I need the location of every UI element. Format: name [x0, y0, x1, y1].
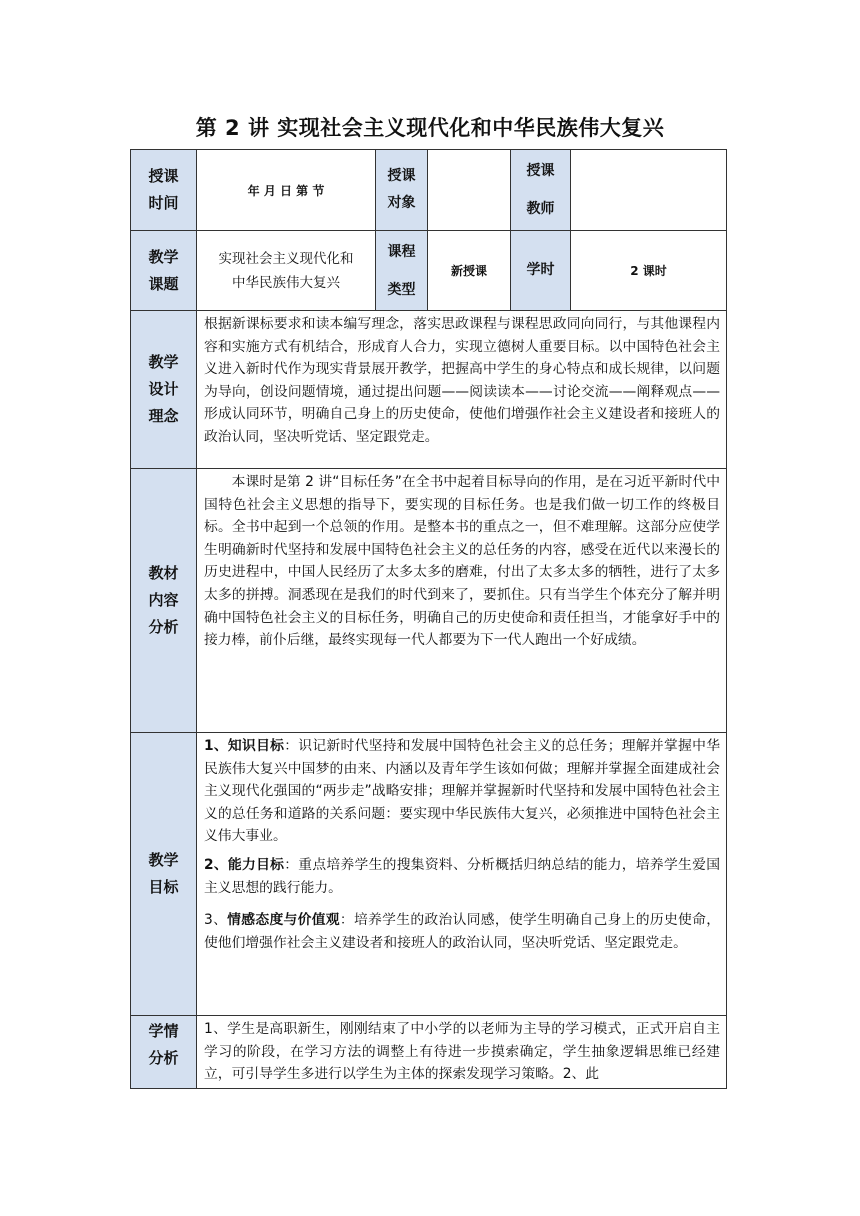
row-topic [131, 231, 727, 311]
lesson-plan-table [130, 149, 727, 1089]
document-title: 第 2 讲 实现社会主义现代化和中华民族伟大复兴 [195, 116, 665, 140]
goal-ability: 2、能力目标：重点培养学生的搜集资料、分析概括归纳总结的能力，培养学生爱国主义思想的践行能力。 [204, 856, 720, 896]
time-label: 授课时间 [131, 150, 197, 231]
design-text: 根据新课标要求和读本编写理念，落实思政课程与课程思政同向同行，与其他课程内容和实施方式有机结合，形成育人合力，实现立德树人重要目标。以中国特色社会主义进入新时代作为现实背景展开教学，把握高中学生的身心特点和成长规律，以问题为导向，创设问题情境，通过提出问题——阅读读本——讨论交流——阐释观点——形成认同环节，明确自己身上的历史使命，使他们增强作社会主义建设者和接班人的政治认同，坚决听党话、坚定跟党走。 [197, 311, 727, 469]
goal-knowledge: 1、知识目标：识记新时代坚持和发展中国特色社会主义的总任务；理解并掌握中华民族伟大复兴中国梦的由来、内涵以及青年学生该如何做；理解并掌握全面建成社会主义现代化强国的“两步走”战略安排；理解并掌握新时代坚持和发展中国特色社会主义的总任务和道路的关系问题：要实现中华民族伟大复兴，必须推进中国特色社会主义伟大事业。 [204, 738, 720, 845]
hours-label: 学时 [511, 231, 571, 311]
teacher-value [571, 150, 727, 231]
design-label: 教学设计理念 [131, 311, 197, 469]
row-goals [131, 733, 727, 1016]
teacher-label: 授课教师 [511, 150, 571, 231]
type-value: 新授课 [428, 231, 511, 311]
time-value: 年 月 日 第 节 [197, 150, 376, 231]
type-label: 课程类型 [376, 231, 428, 311]
row-students [131, 1016, 727, 1089]
row-analysis [131, 469, 727, 733]
goals-content [197, 733, 727, 1016]
students-text: 1、学生是高职新生，刚刚结束了中小学的以老师为主导的学习模式，正式开启自主学习的阶段，在学习方法的调整上有待进一步摸索确定，学生抽象逻辑思维已经建立，可引导学生多进行以学生为主体的探索发现学习策略。2、此 [197, 1016, 727, 1089]
topic-label: 教学课题 [131, 231, 197, 311]
topic-value: 实现社会主义现代化和中华民族伟大复兴 [197, 231, 376, 311]
analysis-label: 教材内容分析 [131, 469, 197, 733]
row-design [131, 311, 727, 469]
goal-emotion: 3、情感态度与价值观：培养学生的政治认同感，使学生明确自己身上的历史使命，使他们增强作社会主义建设者和接班人的政治认同，坚决听党话、坚定跟党走。 [204, 912, 721, 951]
row-time [131, 150, 727, 231]
hours-value: 2 课时 [571, 231, 727, 311]
analysis-text: 本课时是第 2 讲“目标任务”在全书中起着目标导向的作用，是在习近平新时代中国特色社会主义思想的指导下，要实现的目标任务。也是我们做一切工作的终极目标。全书中起到一个总领的作用。是整本书的重点之一，但不难理解。这部分应使学生明确新时代坚持和发展中国特色社会主义的总任务的内容，感受在近代以来漫长的历史进程中，中国人民经历了太多太多的磨难，付出了太多太多的牺牲，进行了太多太多的拼搏。洞悉现在是我们的时代到来了，要抓住。只有当学生个体充分了解并明确中国特色社会主义的目标任务，明确自己的历史使命和责任担当，才能拿好手中的接力棒，前仆后继，最终实现每一代人都要为下一代人跑出一个好成绩。 [197, 469, 727, 733]
goals-label: 教学目标 [131, 733, 197, 1016]
target-label: 授课对象 [376, 150, 428, 231]
target-value [428, 150, 511, 231]
students-label: 学情分析 [131, 1016, 197, 1089]
